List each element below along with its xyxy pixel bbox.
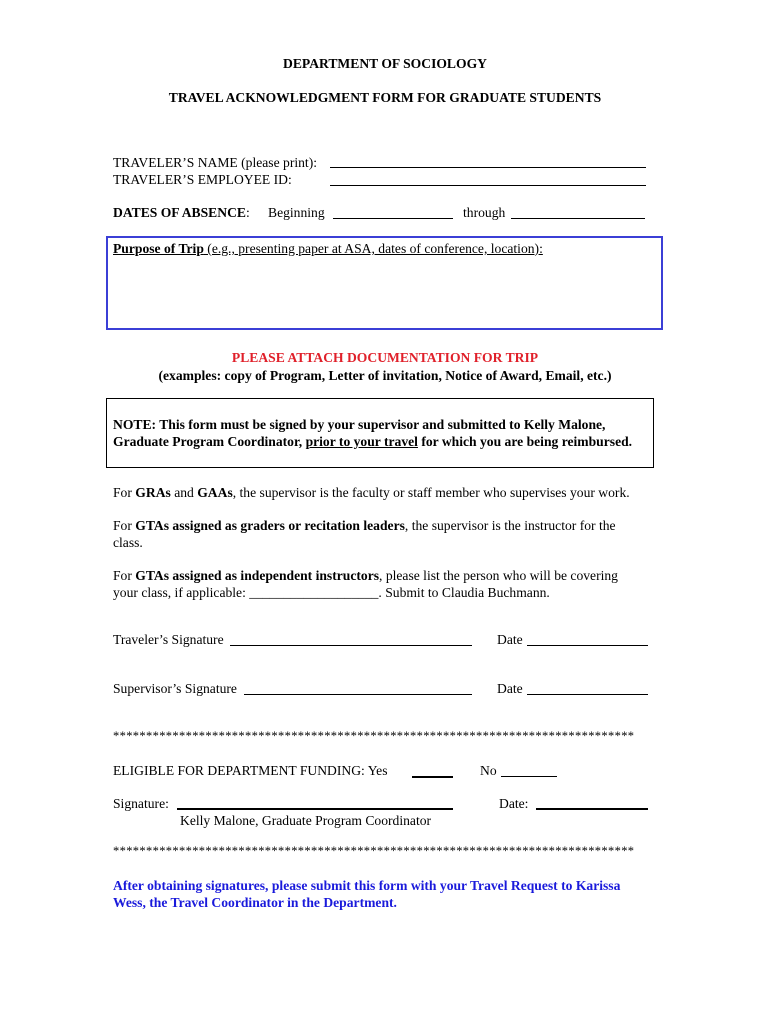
traveler-employee-id-field[interactable] — [330, 185, 646, 186]
eligible-funding-label: ELIGIBLE FOR DEPARTMENT FUNDING: Yes — [113, 763, 388, 778]
instruction-1-post: , the supervisor is the faculty or staff member who supervises your work. — [232, 485, 630, 500]
separator-top: ******************************************************************************* — [113, 729, 635, 743]
supervisor-date-label: Date — [497, 681, 523, 696]
traveler-signature-label: Traveler’s Signature — [113, 632, 224, 647]
traveler-employee-id-label: TRAVELER’S EMPLOYEE ID: — [113, 172, 292, 187]
instruction-1-mid: and — [170, 485, 198, 500]
traveler-date-label: Date — [497, 632, 523, 647]
footer-line-1: After obtaining signatures, please submit this form with your Travel Request to Karissa — [113, 878, 621, 893]
note-line-2-start: Graduate Program Coordinator, — [113, 434, 306, 449]
instruction-3-bold: GTAs assigned as independent instructors — [135, 568, 380, 583]
instruction-2-post: , the supervisor is the instructor for the class. — [113, 518, 616, 550]
beginning-date-field[interactable] — [333, 218, 453, 219]
dates-of-absence-label: DATES OF ABSENCE — [113, 205, 246, 220]
traveler-name-field[interactable] — [330, 167, 646, 168]
dates-colon: : — [245, 205, 250, 220]
instruction-gtas-instructors — [113, 567, 643, 601]
department-heading: DEPARTMENT OF SOCIOLOGY — [283, 56, 487, 71]
separator-bottom: ******************************************************************************* — [113, 844, 635, 858]
through-label: through — [463, 205, 506, 220]
traveler-date-field[interactable] — [527, 645, 648, 646]
instruction-3-post: , please list the person who will be covering your class, if applicable: ___________________. Submit to Claudia Buchmann. — [113, 568, 618, 600]
supervisor-date-field[interactable] — [527, 694, 648, 695]
attach-documentation-examples: (examples: copy of Program, Letter of invitation, Notice of Award, Email, etc.) — [158, 368, 612, 383]
attach-documentation-heading: PLEASE ATTACH DOCUMENTATION FOR TRIP — [231, 350, 539, 365]
instruction-1-gras: GRAs — [135, 485, 171, 500]
eligible-no-label: No — [480, 763, 497, 778]
dates-of-absence-row — [113, 205, 250, 221]
note-line-2-underlined: prior to your travel — [305, 434, 418, 449]
supervisor-signature-field[interactable] — [244, 694, 472, 695]
through-date-field[interactable] — [511, 218, 645, 219]
note-line-2-end: for which you are being reimbursed. — [417, 434, 633, 449]
coordinator-date-field[interactable] — [536, 808, 648, 810]
purpose-of-trip-label: Purpose of Trip — [113, 241, 204, 256]
instruction-1-pre: For — [113, 485, 136, 500]
eligible-yes-field[interactable] — [412, 776, 453, 778]
traveler-signature-field[interactable] — [230, 645, 472, 646]
footer-line-2: Wess, the Travel Coordinator in the Department. — [113, 895, 397, 910]
coordinator-signature-field[interactable] — [177, 808, 453, 810]
instruction-gtas-graders — [113, 517, 643, 551]
coordinator-date-label: Date: — [499, 796, 529, 811]
supervisor-signature-label: Supervisor’s Signature — [113, 681, 237, 696]
instruction-gras-gaas — [113, 485, 630, 501]
note-line-1: NOTE: This form must be signed by your supervisor and submitted to Kelly Malone, — [113, 417, 606, 432]
instruction-2-pre: For — [113, 518, 136, 533]
purpose-of-trip-hint: (e.g., presenting paper at ASA, dates of conference, location): — [203, 241, 543, 256]
coordinator-name: Kelly Malone, Graduate Program Coordinator — [180, 813, 432, 828]
note-box — [106, 398, 654, 468]
beginning-label: Beginning — [268, 205, 325, 220]
form-title: TRAVEL ACKNOWLEDGMENT FORM FOR GRADUATE STUDENTS — [168, 90, 602, 105]
coordinator-signature-label: Signature: — [113, 796, 169, 811]
instruction-1-gaas: GAAs — [197, 485, 233, 500]
note-line-2 — [113, 434, 632, 450]
eligible-no-field[interactable] — [501, 776, 557, 777]
traveler-name-label: TRAVELER’S NAME (please print): — [113, 155, 318, 170]
purpose-of-trip-label-row — [113, 241, 543, 257]
instruction-2-bold: GTAs assigned as graders or recitation leaders — [135, 518, 405, 533]
instruction-3-pre: For — [113, 568, 136, 583]
